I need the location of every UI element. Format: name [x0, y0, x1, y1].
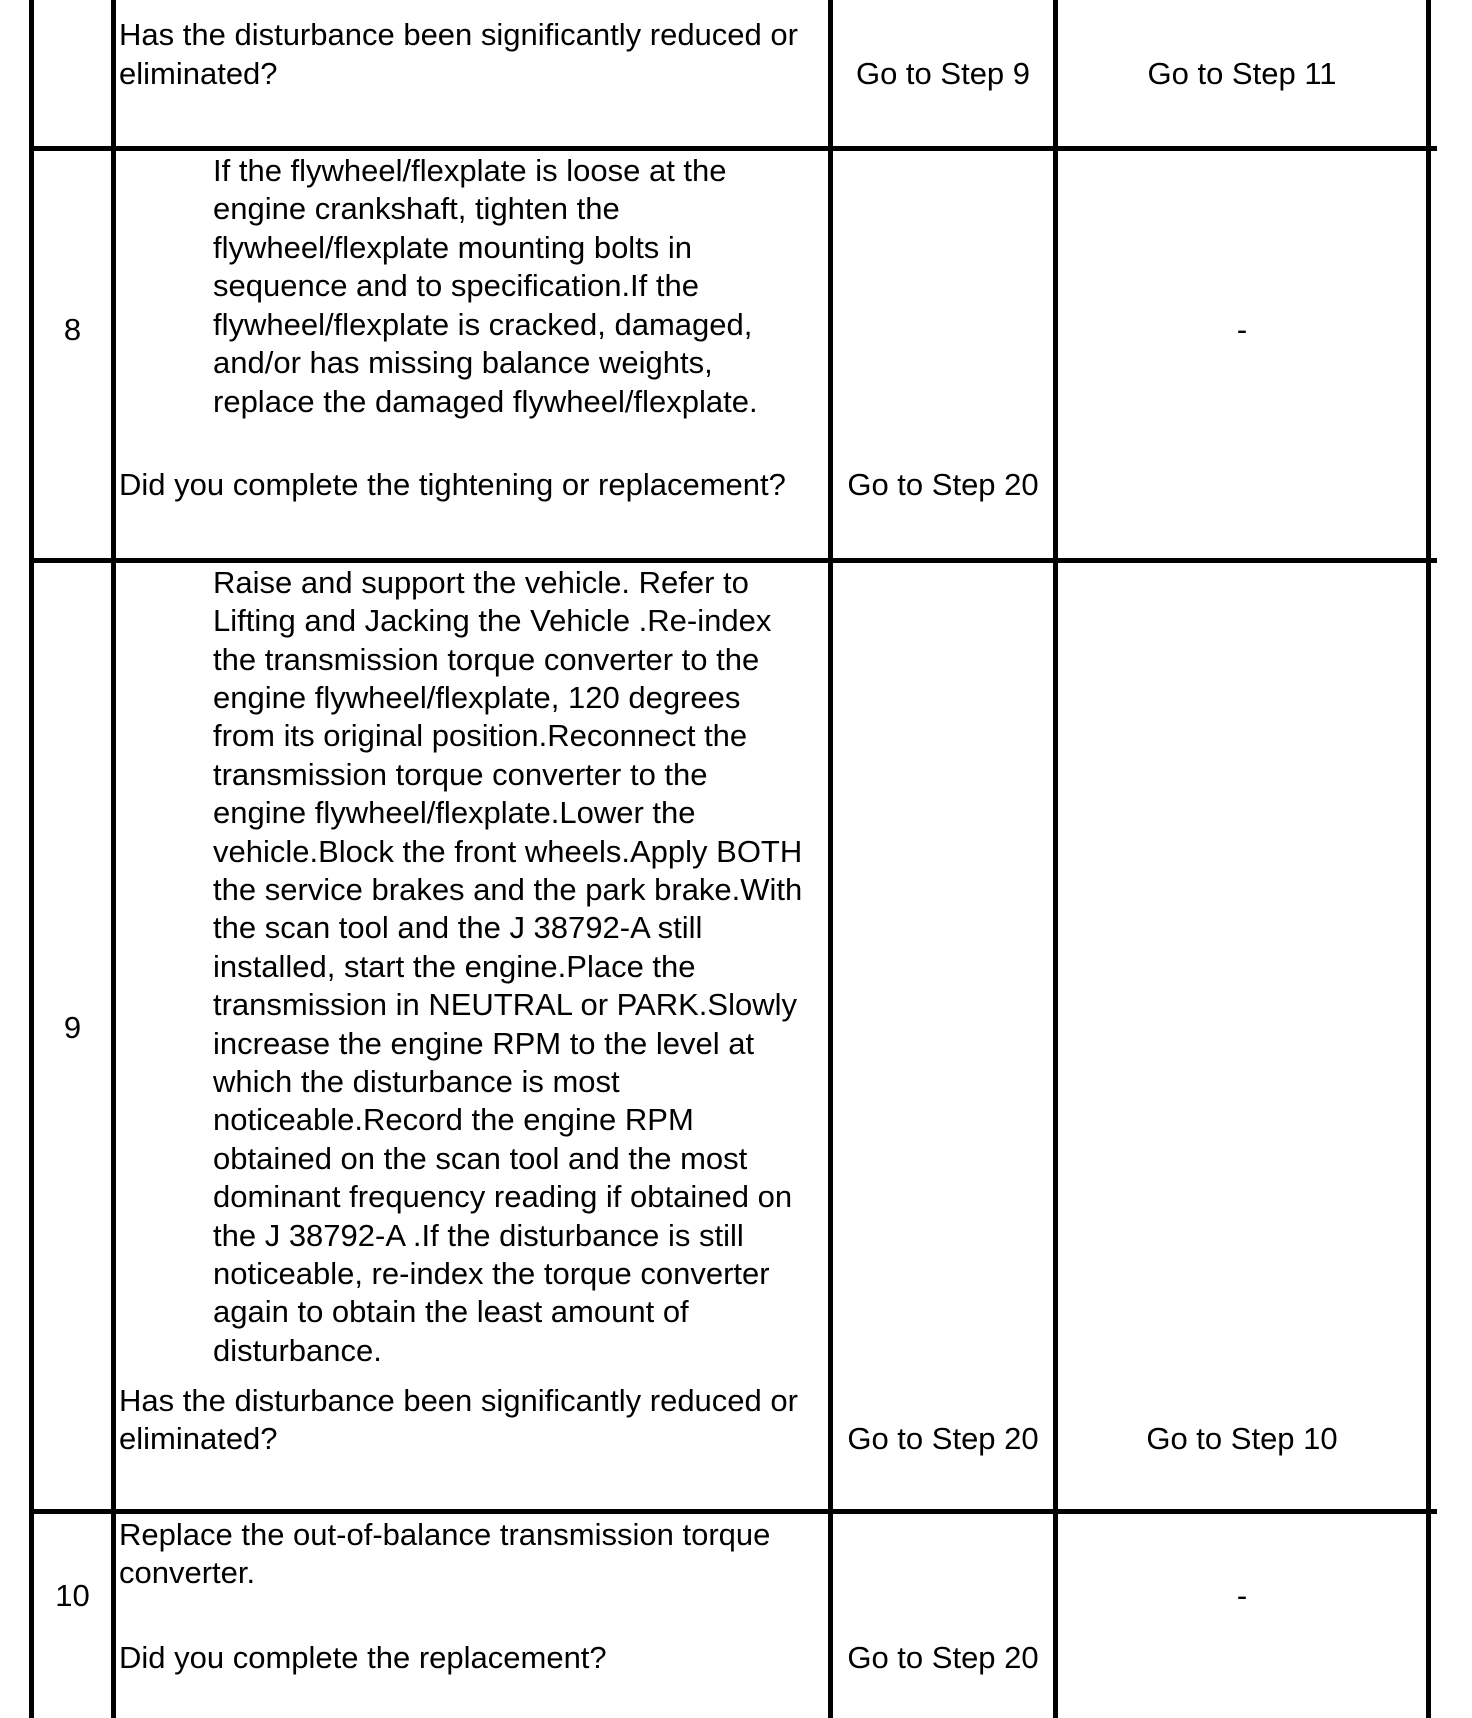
step-10-action-line: Replace the out-of-balance transmission torque	[119, 1517, 771, 1552]
action-line: obtained on the scan tool and the most	[213, 1141, 748, 1176]
step-8-no-action: -	[1236, 312, 1248, 347]
step-10-no-action: -	[1236, 1578, 1248, 1613]
action-line: the scan tool and the J 38792-A still	[213, 910, 703, 945]
table-border	[111, 0, 116, 1718]
action-line: the service brakes and the park brake.With	[213, 872, 803, 907]
action-line: flywheel/flexplate mounting bolts in	[213, 230, 693, 265]
action-line: Raise and support the vehicle. Refer to	[213, 565, 749, 600]
action-line: engine flywheel/flexplate.Lower the	[213, 795, 696, 830]
action-line: engine flywheel/flexplate, 120 degrees	[213, 680, 741, 715]
step-number: 9	[63, 1010, 82, 1045]
action-line: noticeable.Record the engine RPM	[213, 1102, 694, 1137]
action-line: from its original position.Reconnect the	[213, 718, 748, 753]
table-border	[828, 0, 833, 1718]
step-9-yes-action: Go to Step 20	[847, 1421, 1039, 1456]
row-prev-yes-action: Go to Step 9	[855, 56, 1031, 91]
step-9-question-line: eliminated?	[119, 1421, 278, 1456]
action-line: the J 38792-A .If the disturbance is still	[213, 1218, 744, 1253]
table-border	[1053, 0, 1058, 1718]
action-line: which the disturbance is most	[213, 1064, 620, 1099]
action-line: installed, start the engine.Place the	[213, 949, 696, 984]
row-prev-no-action: Go to Step 11	[1147, 56, 1337, 91]
row-prev-question-line: eliminated?	[119, 56, 278, 91]
action-line: sequence and to specification.If the	[213, 268, 699, 303]
step-number: 8	[63, 312, 82, 347]
action-line: disturbance.	[213, 1333, 382, 1368]
action-line: replace the damaged flywheel/flexplate.	[213, 384, 758, 419]
table-border	[1426, 0, 1431, 1718]
action-line: flywheel/flexplate is cracked, damaged,	[213, 307, 753, 342]
action-line: transmission in NEUTRAL or PARK.Slowly	[213, 987, 797, 1022]
action-line: Lifting and Jacking the Vehicle .Re-index	[213, 603, 772, 638]
step-10-question: Did you complete the replacement?	[119, 1640, 607, 1675]
action-line: If the flywheel/flexplate is loose at the	[213, 153, 727, 188]
step-8-question: Did you complete the tightening or replacement?	[119, 467, 786, 502]
step-9-question-line: Has the disturbance been significantly reduced or	[119, 1383, 798, 1418]
action-line: again to obtain the least amount of	[213, 1294, 689, 1329]
action-line: the transmission torque converter to the	[213, 642, 760, 677]
step-10-yes-action: Go to Step 20	[847, 1640, 1039, 1675]
action-line: noticeable, re-index the torque converter	[213, 1256, 770, 1291]
step-9-no-action: Go to Step 10	[1146, 1421, 1338, 1456]
table-border	[29, 0, 34, 1718]
step-10-action-line: converter.	[119, 1555, 256, 1590]
action-line: engine crankshaft, tighten the	[213, 191, 620, 226]
row-prev-question-line: Has the disturbance been significantly reduced or	[119, 17, 798, 52]
row-divider	[29, 558, 1437, 563]
action-line: dominant frequency reading if obtained on	[213, 1179, 793, 1214]
row-divider	[29, 1509, 1437, 1514]
action-line: transmission torque converter to the	[213, 757, 708, 792]
step-8-yes-action: Go to Step 20	[847, 467, 1039, 502]
action-line: vehicle.Block the front wheels.Apply BOTH	[213, 834, 803, 869]
action-line: and/or has missing balance weights,	[213, 345, 713, 380]
row-divider	[29, 146, 1437, 151]
step-number: 10	[55, 1578, 90, 1613]
action-line: increase the engine RPM to the level at	[213, 1026, 755, 1061]
